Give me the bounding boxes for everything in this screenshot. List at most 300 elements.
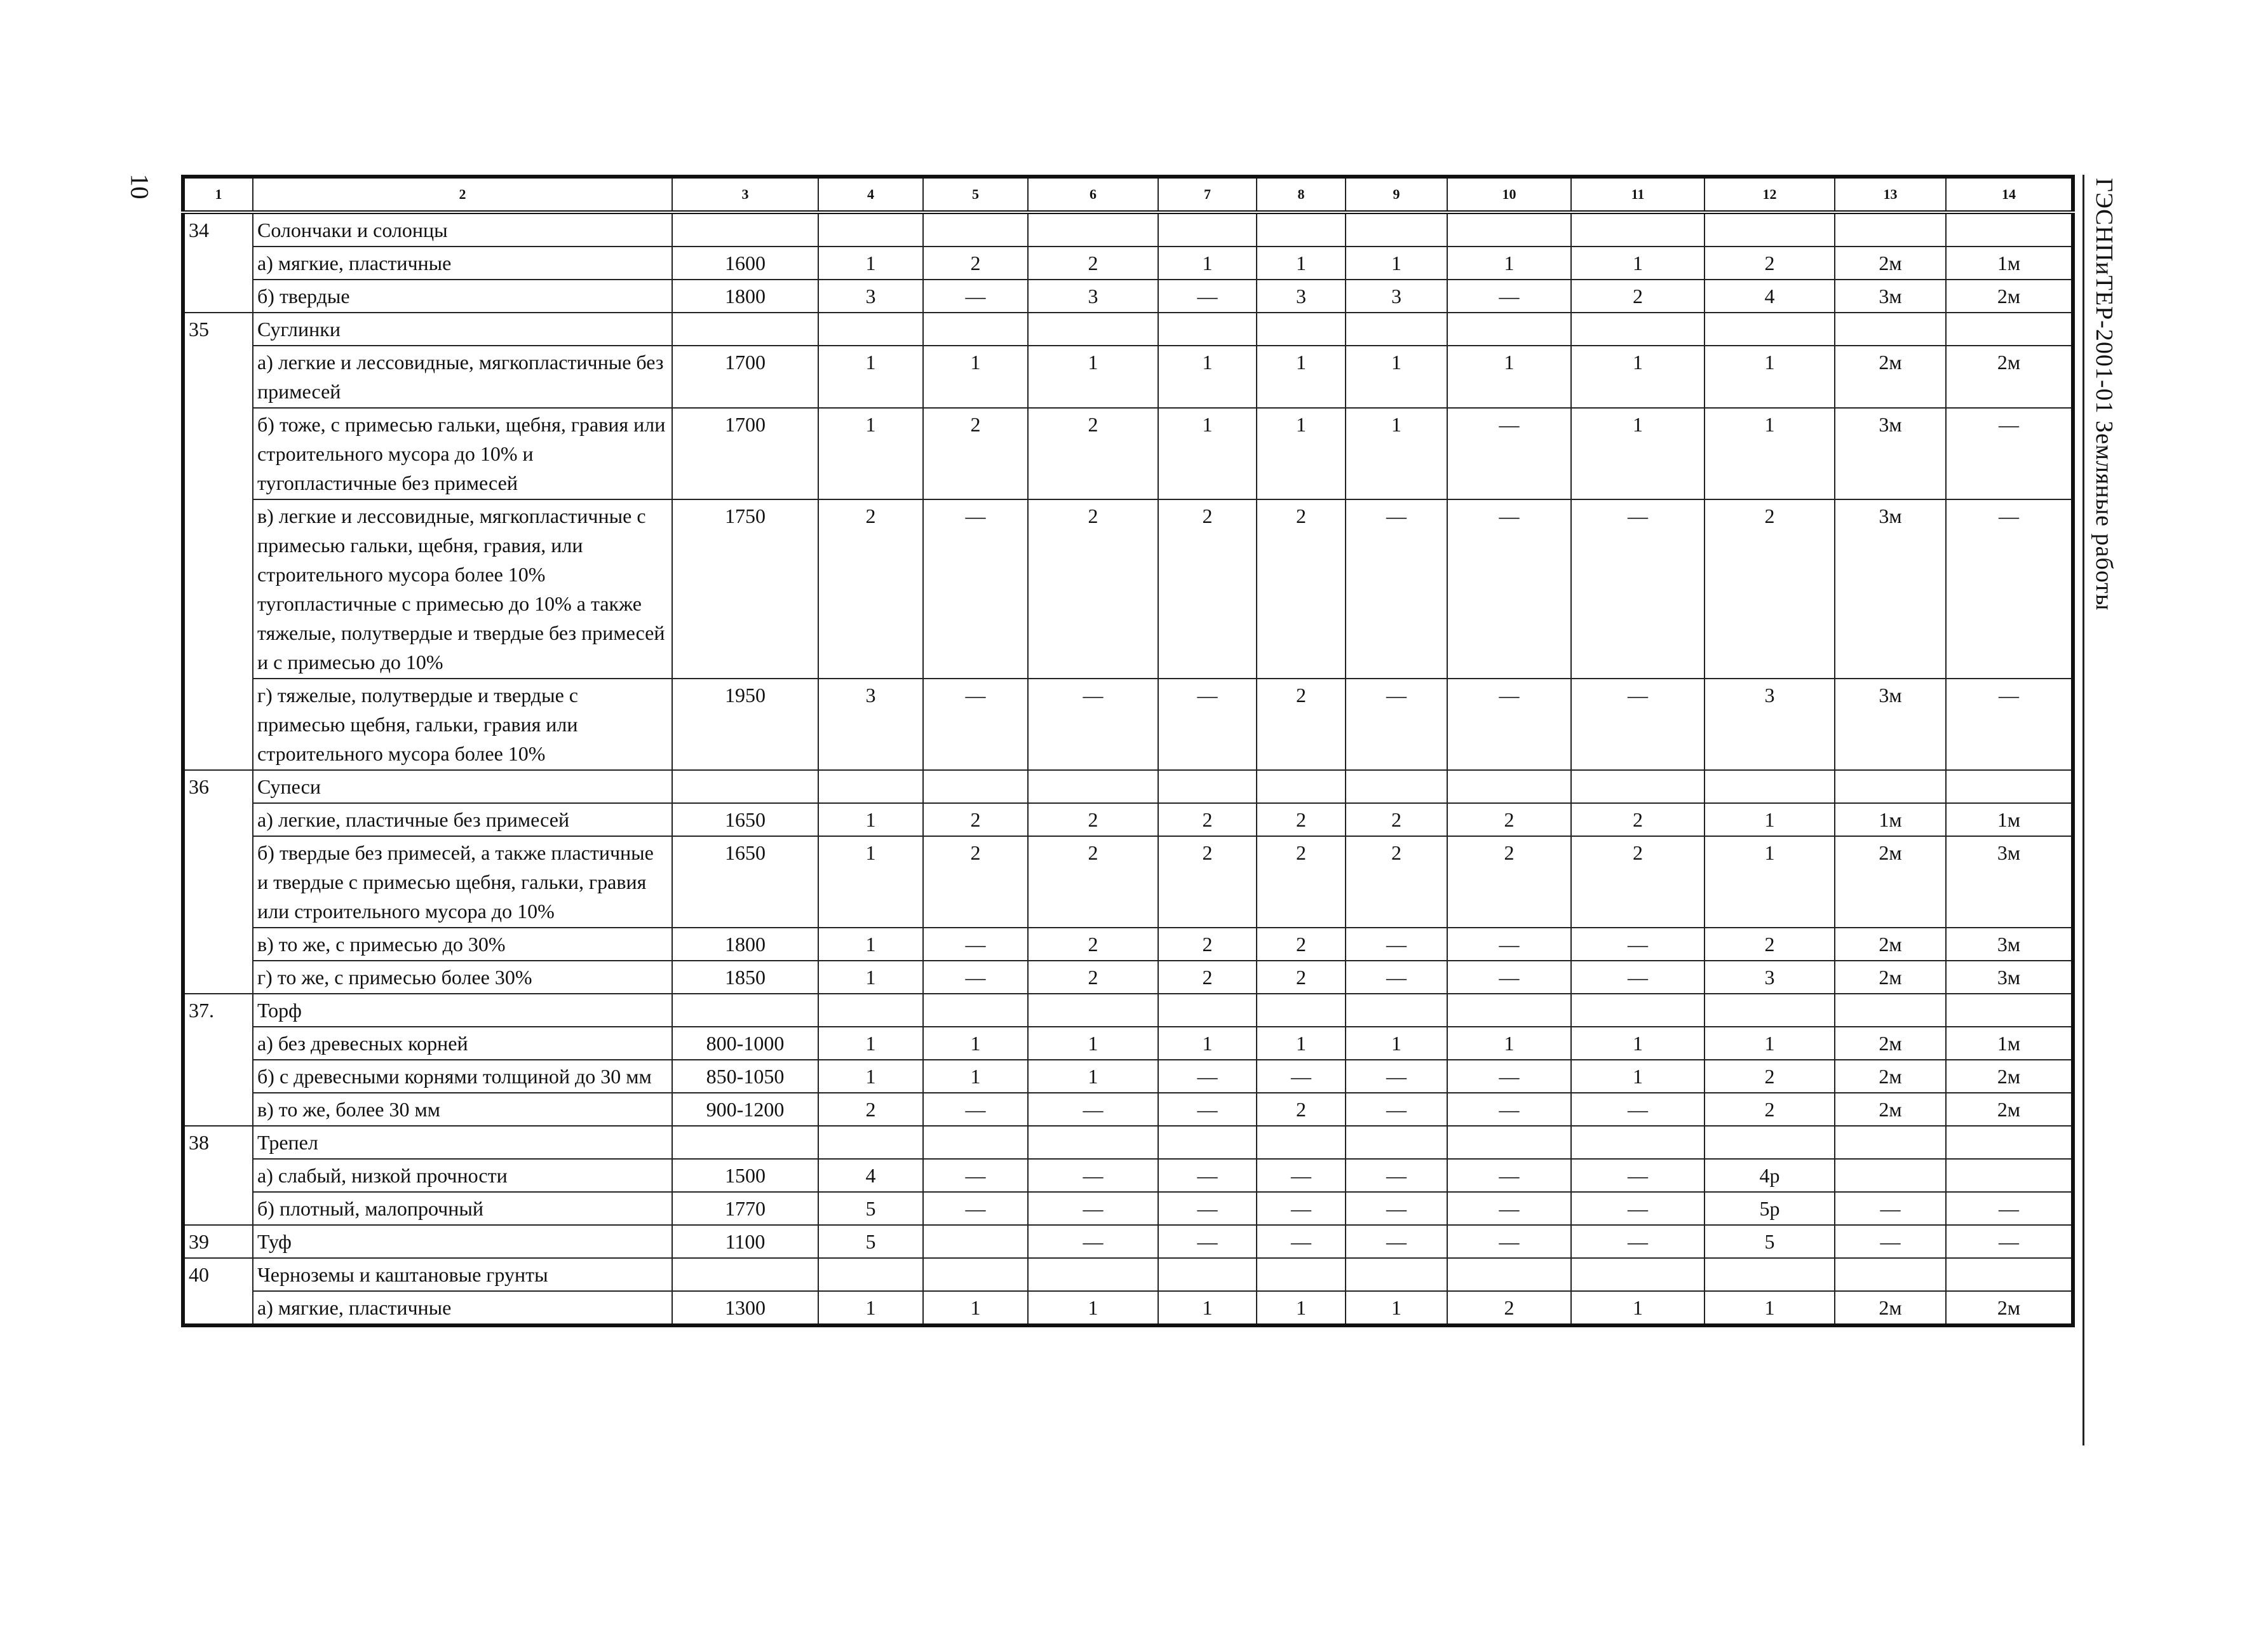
running-head: ГЭСНПиТЕР-2001-01 Земляные работы <box>2091 178 2117 611</box>
header-cell: 12 <box>1704 177 1835 212</box>
group-title: Черноземы и каштановые грунты <box>253 1258 672 1291</box>
value-cell <box>1158 770 1257 803</box>
soil-name: а) слабый, низкой прочности <box>253 1159 672 1192</box>
table-row <box>183 1060 2073 1093</box>
table-row <box>183 280 2073 313</box>
value-cell: 5 <box>1704 1225 1835 1258</box>
value-cell: 1 <box>1257 1027 1346 1060</box>
page-number: 10 <box>125 173 154 200</box>
value-cell: 3 <box>1704 961 1835 994</box>
value-cell: — <box>923 1192 1028 1225</box>
value-cell <box>1835 1159 1946 1192</box>
value-cell: 1 <box>818 1291 923 1325</box>
value-cell: — <box>1447 499 1571 679</box>
value-cell: 1 <box>1704 836 1835 928</box>
value-cell: — <box>1158 1192 1257 1225</box>
value-cell <box>672 1258 818 1291</box>
value-cell: 1 <box>923 1060 1028 1093</box>
value-cell: 3 <box>1346 280 1447 313</box>
group-number: 35 <box>183 313 253 770</box>
value-cell: 1м <box>1835 803 1946 836</box>
value-cell: 3м <box>1946 836 2073 928</box>
value-cell: 1 <box>1028 346 1158 408</box>
soil-name: б) твердые без примесей, а также пластичные и твердые с примесью щебня, гальки, гравия или строительного мусора до 10% <box>253 836 672 928</box>
value-cell: 2м <box>1835 961 1946 994</box>
value-cell: 2 <box>923 247 1028 280</box>
header-cell: 13 <box>1835 177 1946 212</box>
value-cell <box>1704 1258 1835 1291</box>
density-cell: 1500 <box>672 1159 818 1192</box>
value-cell: — <box>1158 280 1257 313</box>
value-cell: 3 <box>818 679 923 770</box>
value-cell: 2 <box>1704 1093 1835 1126</box>
group-number: 40 <box>183 1258 253 1325</box>
value-cell: — <box>1028 1159 1158 1192</box>
value-cell: 1 <box>1571 1060 1704 1093</box>
value-cell: 3 <box>1028 280 1158 313</box>
value-cell <box>1257 994 1346 1027</box>
group-title-row <box>183 1126 2073 1159</box>
value-cell <box>672 994 818 1027</box>
value-cell <box>1346 212 1447 247</box>
value-cell: 1 <box>1346 346 1447 408</box>
value-cell: 1 <box>1346 1027 1447 1060</box>
value-cell <box>672 313 818 346</box>
value-cell: — <box>923 679 1028 770</box>
value-cell: 2 <box>1158 499 1257 679</box>
value-cell <box>1447 212 1571 247</box>
value-cell <box>1447 1258 1571 1291</box>
value-cell: — <box>1346 1093 1447 1126</box>
value-cell: 2 <box>1571 803 1704 836</box>
value-cell <box>1835 212 1946 247</box>
running-head-rule <box>2082 175 2084 1445</box>
value-cell: 2 <box>1158 961 1257 994</box>
value-cell: 1 <box>1704 1291 1835 1325</box>
value-cell: 2м <box>1946 1291 2073 1325</box>
density-cell: 1700 <box>672 346 818 408</box>
value-cell: 2 <box>1028 408 1158 499</box>
value-cell: 1 <box>818 346 923 408</box>
value-cell <box>818 1258 923 1291</box>
value-cell: — <box>1835 1225 1946 1258</box>
group-title: Торф <box>253 994 672 1027</box>
value-cell: — <box>1257 1225 1346 1258</box>
value-cell: — <box>1571 928 1704 961</box>
header-cell: 6 <box>1028 177 1158 212</box>
value-cell: — <box>1946 499 2073 679</box>
value-cell: 2 <box>1447 836 1571 928</box>
value-cell <box>1571 313 1704 346</box>
value-cell: 1 <box>1704 1027 1835 1060</box>
value-cell: 2 <box>1257 803 1346 836</box>
value-cell: — <box>1571 1093 1704 1126</box>
value-cell: 2 <box>1158 803 1257 836</box>
value-cell <box>1346 1258 1447 1291</box>
density-cell: 1650 <box>672 836 818 928</box>
value-cell: 2 <box>1257 961 1346 994</box>
value-cell <box>1028 1258 1158 1291</box>
table-row <box>183 961 2073 994</box>
value-cell: 4 <box>818 1159 923 1192</box>
value-cell <box>1346 770 1447 803</box>
soil-name: б) тоже, с примесью гальки, щебня, гравия или строительного мусора до 10% и тугопластичные без примесей <box>253 408 672 499</box>
value-cell: — <box>1946 1192 2073 1225</box>
value-cell: 3м <box>1835 408 1946 499</box>
value-cell: 1 <box>1704 346 1835 408</box>
group-title-row <box>183 212 2073 247</box>
value-cell: — <box>1447 679 1571 770</box>
table-row <box>183 1192 2073 1225</box>
value-cell: 4 <box>1704 280 1835 313</box>
value-cell: 3 <box>1257 280 1346 313</box>
value-cell <box>1946 1126 2073 1159</box>
group-title-row <box>183 1258 2073 1291</box>
value-cell: — <box>1571 679 1704 770</box>
value-cell <box>1257 313 1346 346</box>
value-cell: 1 <box>818 928 923 961</box>
soil-name: а) мягкие, пластичные <box>253 1291 672 1325</box>
value-cell: — <box>1835 1192 1946 1225</box>
value-cell: 3 <box>1704 679 1835 770</box>
table-row <box>183 1093 2073 1126</box>
value-cell: 1 <box>1158 408 1257 499</box>
value-cell: 1 <box>923 1291 1028 1325</box>
value-cell: 2 <box>923 408 1028 499</box>
soil-name: б) твердые <box>253 280 672 313</box>
value-cell: 1 <box>818 1027 923 1060</box>
density-cell: 1770 <box>672 1192 818 1225</box>
group-title: Солончаки и солонцы <box>253 212 672 247</box>
soil-name: а) мягкие, пластичные <box>253 247 672 280</box>
value-cell: 3м <box>1835 499 1946 679</box>
group-number: 36 <box>183 770 253 994</box>
soil-name: в) легкие и лессовидные, мягкопластичные с примесью гальки, щебня, гравия, или строительного мусора более 10% тугопластичные с примесью до 10% а также тяжелые, полутвердые и твердые без примесей и с примесью до 10% <box>253 499 672 679</box>
value-cell: — <box>1447 280 1571 313</box>
value-cell <box>1447 770 1571 803</box>
value-cell: 2м <box>1835 1060 1946 1093</box>
value-cell <box>1447 994 1571 1027</box>
value-cell: 3м <box>1835 679 1946 770</box>
value-cell: 1 <box>1571 408 1704 499</box>
value-cell: 2 <box>1704 499 1835 679</box>
value-cell: 2м <box>1835 1291 1946 1325</box>
value-cell <box>1571 1126 1704 1159</box>
density-cell: 1650 <box>672 803 818 836</box>
soil-name: г) тяжелые, полутвердые и твердые с примесью щебня, гальки, гравия или строительного мусора более 10% <box>253 679 672 770</box>
value-cell <box>672 770 818 803</box>
soil-name: б) с древесными корнями толщиной до 30 мм <box>253 1060 672 1093</box>
value-cell: 1 <box>818 408 923 499</box>
value-cell: — <box>923 1093 1028 1126</box>
value-cell <box>1028 994 1158 1027</box>
density-cell: 1800 <box>672 928 818 961</box>
table-row <box>183 1291 2073 1325</box>
value-cell: — <box>1346 1225 1447 1258</box>
value-cell <box>1946 1258 2073 1291</box>
value-cell <box>1158 212 1257 247</box>
value-cell: 1 <box>1257 346 1346 408</box>
value-cell: 2 <box>1257 836 1346 928</box>
value-cell <box>1447 313 1571 346</box>
soil-table <box>181 175 2075 1327</box>
value-cell: 2м <box>1946 1093 2073 1126</box>
value-cell <box>1447 1126 1571 1159</box>
value-cell: — <box>1346 1192 1447 1225</box>
table-row <box>183 928 2073 961</box>
soil-name: а) без древесных корней <box>253 1027 672 1060</box>
value-cell <box>923 770 1028 803</box>
value-cell: 1 <box>818 247 923 280</box>
value-cell: — <box>923 280 1028 313</box>
value-cell: — <box>1158 1159 1257 1192</box>
value-cell: — <box>1447 1225 1571 1258</box>
value-cell: 2 <box>1257 679 1346 770</box>
value-cell <box>1028 313 1158 346</box>
density-cell: 1300 <box>672 1291 818 1325</box>
value-cell: 2 <box>1704 928 1835 961</box>
value-cell: — <box>1346 961 1447 994</box>
value-cell: 2м <box>1835 1093 1946 1126</box>
density-cell: 1800 <box>672 280 818 313</box>
value-cell: — <box>1447 928 1571 961</box>
header-cell: 1 <box>183 177 253 212</box>
value-cell: 2 <box>1447 803 1571 836</box>
group-title: Туф <box>253 1225 672 1258</box>
value-cell: 2 <box>1257 928 1346 961</box>
header-cell: 14 <box>1946 177 2073 212</box>
value-cell: 1 <box>1158 247 1257 280</box>
value-cell: 1 <box>1571 346 1704 408</box>
header-cell: 7 <box>1158 177 1257 212</box>
value-cell: — <box>923 928 1028 961</box>
value-cell <box>672 1126 818 1159</box>
value-cell: 2 <box>923 836 1028 928</box>
value-cell: — <box>1571 1192 1704 1225</box>
value-cell <box>1835 1258 1946 1291</box>
header-cell: 4 <box>818 177 923 212</box>
value-cell <box>1835 1126 1946 1159</box>
table-body <box>183 212 2073 1325</box>
value-cell: 1 <box>1257 247 1346 280</box>
value-cell: — <box>1946 679 2073 770</box>
value-cell: 2м <box>1835 346 1946 408</box>
value-cell <box>1704 212 1835 247</box>
value-cell: 1 <box>1257 1291 1346 1325</box>
density-cell: 800-1000 <box>672 1027 818 1060</box>
value-cell <box>1571 1258 1704 1291</box>
value-cell <box>923 1258 1028 1291</box>
value-cell <box>1835 770 1946 803</box>
soil-name: в) то же, с примесью до 30% <box>253 928 672 961</box>
value-cell: 1м <box>1946 1027 2073 1060</box>
value-cell: 2 <box>1028 961 1158 994</box>
value-cell: — <box>1158 1060 1257 1093</box>
value-cell <box>1158 313 1257 346</box>
value-cell: 1 <box>1704 408 1835 499</box>
value-cell: — <box>1257 1159 1346 1192</box>
table-row <box>183 1027 2073 1060</box>
header-cell: 5 <box>923 177 1028 212</box>
density-cell: 1950 <box>672 679 818 770</box>
group-title: Суглинки <box>253 313 672 346</box>
value-cell: 2м <box>1946 346 2073 408</box>
value-cell: 1 <box>818 803 923 836</box>
group-title-row <box>183 313 2073 346</box>
table-row <box>183 408 2073 499</box>
value-cell: 5р <box>1704 1192 1835 1225</box>
density-cell: 1850 <box>672 961 818 994</box>
value-cell: — <box>1346 928 1447 961</box>
value-cell: 2м <box>1835 247 1946 280</box>
value-cell: — <box>1447 1060 1571 1093</box>
value-cell: 2 <box>1571 836 1704 928</box>
value-cell: 2 <box>818 499 923 679</box>
value-cell <box>1257 212 1346 247</box>
value-cell: 2 <box>1571 280 1704 313</box>
value-cell: — <box>1571 499 1704 679</box>
value-cell <box>1158 1258 1257 1291</box>
value-cell: 2 <box>1158 928 1257 961</box>
header-cell: 3 <box>672 177 818 212</box>
value-cell: — <box>1028 1225 1158 1258</box>
value-cell <box>818 770 923 803</box>
value-cell <box>1028 770 1158 803</box>
value-cell <box>1346 994 1447 1027</box>
value-cell: 2 <box>1028 803 1158 836</box>
group-title: Трепел <box>253 1126 672 1159</box>
value-cell: — <box>1447 408 1571 499</box>
value-cell <box>818 313 923 346</box>
value-cell: 2 <box>1704 247 1835 280</box>
value-cell: 1 <box>1257 408 1346 499</box>
value-cell: 2 <box>1158 836 1257 928</box>
value-cell: 2м <box>1946 280 2073 313</box>
table-row <box>183 346 2073 408</box>
value-cell <box>1835 313 1946 346</box>
value-cell: — <box>1028 1192 1158 1225</box>
value-cell <box>1946 212 2073 247</box>
value-cell: — <box>923 1159 1028 1192</box>
group-title: Супеси <box>253 770 672 803</box>
value-cell: 1 <box>818 961 923 994</box>
value-cell: 2 <box>1346 803 1447 836</box>
value-cell: 3м <box>1946 928 2073 961</box>
value-cell <box>1704 770 1835 803</box>
density-cell: 1700 <box>672 408 818 499</box>
value-cell: — <box>1257 1192 1346 1225</box>
value-cell: 2 <box>1028 836 1158 928</box>
group-number: 39 <box>183 1225 253 1258</box>
value-cell <box>923 994 1028 1027</box>
value-cell <box>1571 212 1704 247</box>
value-cell: — <box>923 499 1028 679</box>
value-cell: 5 <box>818 1225 923 1258</box>
group-number: 37. <box>183 994 253 1126</box>
value-cell <box>923 1225 1028 1258</box>
value-cell: 2 <box>923 803 1028 836</box>
value-cell: — <box>1346 1060 1447 1093</box>
value-cell: 1 <box>1447 1027 1571 1060</box>
value-cell: 2 <box>1704 1060 1835 1093</box>
group-number: 34 <box>183 212 253 313</box>
value-cell: 1 <box>1028 1291 1158 1325</box>
value-cell: 1 <box>1447 247 1571 280</box>
value-cell: 2 <box>1257 499 1346 679</box>
value-cell <box>923 212 1028 247</box>
value-cell: — <box>1571 1225 1704 1258</box>
value-cell: — <box>1158 1093 1257 1126</box>
value-cell: 2 <box>1028 499 1158 679</box>
value-cell: 2м <box>1835 928 1946 961</box>
value-cell: — <box>1571 961 1704 994</box>
value-cell: 1м <box>1946 803 2073 836</box>
table-row <box>183 836 2073 928</box>
value-cell: — <box>1346 679 1447 770</box>
value-cell <box>1028 212 1158 247</box>
value-cell <box>1704 994 1835 1027</box>
value-cell <box>1704 1126 1835 1159</box>
value-cell: 2 <box>1346 836 1447 928</box>
value-cell <box>1158 994 1257 1027</box>
table-row <box>183 247 2073 280</box>
soil-name: а) легкие и лессовидные, мягкопластичные без примесей <box>253 346 672 408</box>
value-cell: — <box>1257 1060 1346 1093</box>
value-cell <box>1946 313 2073 346</box>
value-cell: — <box>1447 1192 1571 1225</box>
value-cell: 1 <box>1571 1291 1704 1325</box>
value-cell: — <box>1447 1093 1571 1126</box>
value-cell <box>1257 770 1346 803</box>
soil-name: а) легкие, пластичные без примесей <box>253 803 672 836</box>
value-cell <box>818 1126 923 1159</box>
value-cell: 2м <box>1946 1060 2073 1093</box>
value-cell <box>1946 770 2073 803</box>
value-cell: 2м <box>1835 836 1946 928</box>
value-cell <box>1257 1258 1346 1291</box>
value-cell: 1100 <box>672 1225 818 1258</box>
density-cell: 1750 <box>672 499 818 679</box>
value-cell: — <box>1946 1225 2073 1258</box>
value-cell: 1 <box>1346 408 1447 499</box>
table-row <box>183 803 2073 836</box>
value-cell <box>1028 1126 1158 1159</box>
table-row <box>183 679 2073 770</box>
value-cell: 3 <box>818 280 923 313</box>
value-cell <box>1257 1126 1346 1159</box>
value-cell: 1 <box>923 346 1028 408</box>
value-cell: — <box>1028 679 1158 770</box>
value-cell: 1 <box>923 1027 1028 1060</box>
value-cell: 3м <box>1835 280 1946 313</box>
density-cell: 850-1050 <box>672 1060 818 1093</box>
value-cell: 1 <box>1346 247 1447 280</box>
value-cell: 1 <box>1571 1027 1704 1060</box>
value-cell <box>1346 313 1447 346</box>
value-cell: 1 <box>1571 247 1704 280</box>
value-cell: 1 <box>1158 346 1257 408</box>
value-cell: 1 <box>1447 346 1571 408</box>
value-cell <box>1835 994 1946 1027</box>
value-cell: 5 <box>818 1192 923 1225</box>
value-cell <box>818 212 923 247</box>
value-cell <box>1346 1126 1447 1159</box>
value-cell: 1 <box>818 836 923 928</box>
header-cell: 10 <box>1447 177 1571 212</box>
value-cell: — <box>1346 499 1447 679</box>
value-cell: 1м <box>1946 247 2073 280</box>
value-cell <box>1704 313 1835 346</box>
